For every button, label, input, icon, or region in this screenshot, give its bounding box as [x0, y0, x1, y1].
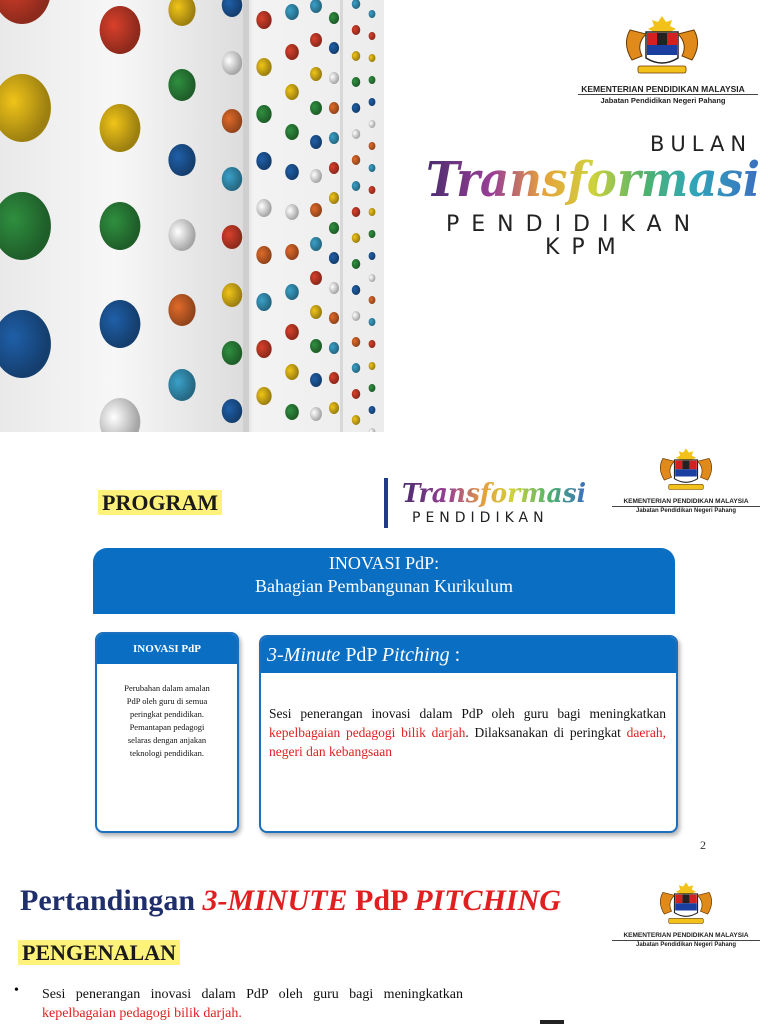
- wall-hole-shade: [310, 135, 322, 149]
- wall-hole-shade: [285, 404, 299, 420]
- wall-hole-shade: [352, 155, 361, 165]
- partial-graphic: [540, 1020, 564, 1024]
- wall-hole-shade: [256, 340, 271, 358]
- wall-hole-shade: [100, 300, 141, 348]
- wall-hole-shade: [352, 415, 361, 425]
- wall-hole-shade: [369, 76, 376, 84]
- wall-hole-shade: [222, 167, 242, 191]
- wall-hole-shade: [310, 339, 322, 353]
- wall-hole-shade: [352, 233, 361, 243]
- wall-hole-shade: [310, 407, 322, 421]
- wall-hole-shade: [329, 252, 339, 264]
- wall-hole-shade: [310, 169, 322, 183]
- ministry-crest-logo: [654, 878, 718, 930]
- wall-hole-shade: [0, 310, 51, 378]
- wall-hole-shade: [168, 69, 195, 101]
- wall-hole-shade: [352, 207, 361, 217]
- wall-hole-shade: [285, 204, 299, 220]
- wall-hole-shade: [285, 164, 299, 180]
- title-bulan: BULAN: [650, 132, 753, 156]
- wall-hole-shade: [352, 51, 361, 61]
- wall-hole-shade: [329, 222, 339, 234]
- wall-hole-shade: [285, 4, 299, 20]
- department-name: Jabatan Pendidikan Negeri Pahang: [635, 942, 737, 948]
- wall-hole-shade: [329, 192, 339, 204]
- wall-hole-shade: [168, 144, 195, 176]
- wall-hole-shade: [369, 384, 376, 392]
- pengenalan-label: PENGENALAN: [18, 940, 180, 966]
- wall-hole-shade: [329, 42, 339, 54]
- wall-hole-shade: [310, 101, 322, 115]
- wall-hole-shade: [256, 293, 271, 311]
- ministry-crest-logo: [618, 10, 706, 82]
- wall-hole-shade: [329, 132, 339, 144]
- wall-hole-shade: [310, 373, 322, 387]
- wall-hole-shade: [285, 44, 299, 60]
- wall-hole-shade: [222, 0, 242, 17]
- wall-hole-shade: [369, 120, 376, 128]
- logo-divider: [578, 94, 758, 95]
- wall-hole-shade: [369, 274, 376, 282]
- wall-hole-shade: [329, 282, 339, 294]
- wall-hole-shade: [285, 84, 299, 100]
- wall-hole-shade: [369, 362, 376, 370]
- wall-hole-shade: [352, 25, 361, 35]
- wall-hole-shade: [352, 311, 361, 321]
- banner-line-2: Bahagian Pembangunan Kurikulum: [255, 576, 513, 596]
- wall-hole-shade: [352, 285, 361, 295]
- inovasi-pdp-card: [95, 632, 239, 833]
- wall-hole-shade: [256, 105, 271, 123]
- inovasi-pdp-card-body: Perubahan dalam amalan PdP oleh guru di semua peringkat pendidikan. Pemantapan pedagogi selaras dengan anjakan teknologi pendidikan.: [124, 683, 210, 758]
- wall-hole-shade: [285, 364, 299, 380]
- wall-hole-shade: [329, 12, 339, 24]
- wall-hole-shade: [352, 103, 361, 113]
- inovasi-pdp-card-title: INOVASI PdP: [97, 634, 237, 664]
- program-label: PROGRAM: [98, 490, 222, 516]
- wall-hole-shade: [369, 186, 376, 194]
- wall-hole-shade: [369, 164, 376, 172]
- svg-text:Transformasi: Transformasi: [402, 479, 586, 509]
- wall-hole-shade: [222, 341, 242, 365]
- slide-3: [0, 864, 768, 1024]
- wall-hole-shade: [256, 199, 271, 217]
- banner-line-1: INOVASI PdP:: [328, 553, 440, 573]
- wall-hole-shade: [369, 142, 376, 150]
- title-kpm: KPM: [545, 235, 628, 260]
- wall-hole-shade: [168, 369, 195, 401]
- wall-hole-shade: [222, 399, 242, 423]
- page-number: 2: [700, 838, 706, 852]
- wall-hole-shade: [310, 203, 322, 217]
- wall-hole-shade: [310, 0, 322, 13]
- slide-1: [0, 0, 768, 432]
- wall-hole-shade: [329, 372, 339, 384]
- wall-hole-shade: [369, 230, 376, 238]
- wall-hole-shade: [329, 312, 339, 324]
- wall-hole-shade: [352, 259, 361, 269]
- ministry-name: KEMENTERIAN PENDIDIKAN MALAYSIA: [581, 84, 745, 94]
- wall-hole-shade: [329, 162, 339, 174]
- wall-hole-shade: [100, 398, 141, 432]
- wall-hole-shade: [329, 102, 339, 114]
- wall-hole-shade: [222, 225, 242, 249]
- wall-hole-shade: [168, 0, 195, 26]
- wall-hole-shade: [352, 77, 361, 87]
- wall-hole-shade: [369, 318, 376, 326]
- wall-hole-shade: [369, 54, 376, 62]
- slide-2: [0, 432, 768, 864]
- wall-hole-shade: [285, 244, 299, 260]
- wall-hole-shade: [369, 32, 376, 40]
- ministry-name: KEMENTERIAN PENDIDIKAN MALAYSIA: [623, 498, 749, 505]
- logo-vertical-bar: [384, 478, 388, 528]
- wall-hole-shade: [285, 324, 299, 340]
- bullet-text: Sesi penerangan inovasi dalam PdP oleh guru bagi meningkatkan kepelbagaian pedagogi bilik darjah.: [42, 987, 463, 1021]
- wall-hole-shade: [329, 402, 339, 414]
- wall-hole-shade: [285, 124, 299, 140]
- logo-pendidikan: PENDIDIKAN: [412, 510, 549, 526]
- department-name: Jabatan Pendidikan Negeri Pahang: [635, 508, 737, 514]
- svg-text:Transformasi: Transformasi: [426, 152, 760, 208]
- wall-hole-shade: [369, 98, 376, 106]
- wall-hole-shade: [222, 51, 242, 75]
- wall-hole-shade: [369, 340, 376, 348]
- wall-hole-shade: [329, 342, 339, 354]
- title-pendidikan: PENDIDIKAN: [446, 212, 703, 237]
- wall-hole-shade: [310, 237, 322, 251]
- bullet-dot: •: [14, 983, 19, 998]
- wall-hole-shade: [222, 109, 242, 133]
- wall-hole-shade: [369, 406, 376, 414]
- perforated-wall-image: [0, 0, 384, 432]
- title-transformasi: [424, 150, 764, 210]
- inovasi-banner: [93, 548, 675, 614]
- wall-hole-shade: [310, 33, 322, 47]
- wall-hole-shade: [256, 246, 271, 264]
- wall-hole-shade: [100, 6, 141, 54]
- wall-hole-shade: [100, 104, 141, 152]
- department-name: Jabatan Pendidikan Negeri Pahang: [600, 96, 726, 105]
- wall-hole-shade: [352, 389, 361, 399]
- logo-divider: [612, 940, 760, 941]
- wall-hole-shade: [352, 337, 361, 347]
- pitching-card-body: Sesi penerangan inovasi dalam PdP oleh guru bagi meningkatkan kepelbagaian pedagogi bilik darjah. Dilaksanakan di peringkat daerah, negeri dan kebangsaan: [269, 706, 666, 759]
- wall-hole-shade: [329, 72, 339, 84]
- wall-hole-shade: [352, 181, 361, 191]
- wall-hole-shade: [0, 192, 51, 260]
- wall-hole-shade: [285, 284, 299, 300]
- wall-hole-shade: [256, 58, 271, 76]
- ministry-name: KEMENTERIAN PENDIDIKAN MALAYSIA: [623, 932, 749, 939]
- cover-photo-perforated-wall: [0, 0, 384, 432]
- wall-hole-shade: [168, 294, 195, 326]
- wall-hole-shade: [256, 11, 271, 29]
- wall-hole-shade: [168, 219, 195, 251]
- wall-hole-shade: [310, 305, 322, 319]
- wall-hole-shade: [352, 363, 361, 373]
- pitching-card-title: 3-Minute PdP Pitching :: [261, 637, 676, 673]
- wall-hole-shade: [310, 271, 322, 285]
- wall-hole-shade: [0, 0, 51, 24]
- wall-hole-shade: [369, 252, 376, 260]
- wall-hole-shade: [352, 0, 361, 9]
- wall-hole-shade: [0, 74, 51, 142]
- wall-hole-shade: [310, 67, 322, 81]
- ministry-crest-logo: [654, 444, 718, 496]
- slide3-title: Pertandingan 3-MINUTE PdP PITCHING: [20, 884, 561, 917]
- wall-hole-shade: [369, 208, 376, 216]
- logo-divider: [612, 506, 760, 507]
- wall-hole-shade: [100, 202, 141, 250]
- transformasi-logo: [400, 476, 590, 510]
- wall-hole-shade: [256, 152, 271, 170]
- wall-hole-shade: [352, 129, 361, 139]
- wall-hole-shade: [369, 296, 376, 304]
- pitching-card: [259, 635, 678, 833]
- wall-hole-shade: [222, 283, 242, 307]
- wall-hole-shade: [256, 387, 271, 405]
- wall-hole-shade: [369, 10, 376, 18]
